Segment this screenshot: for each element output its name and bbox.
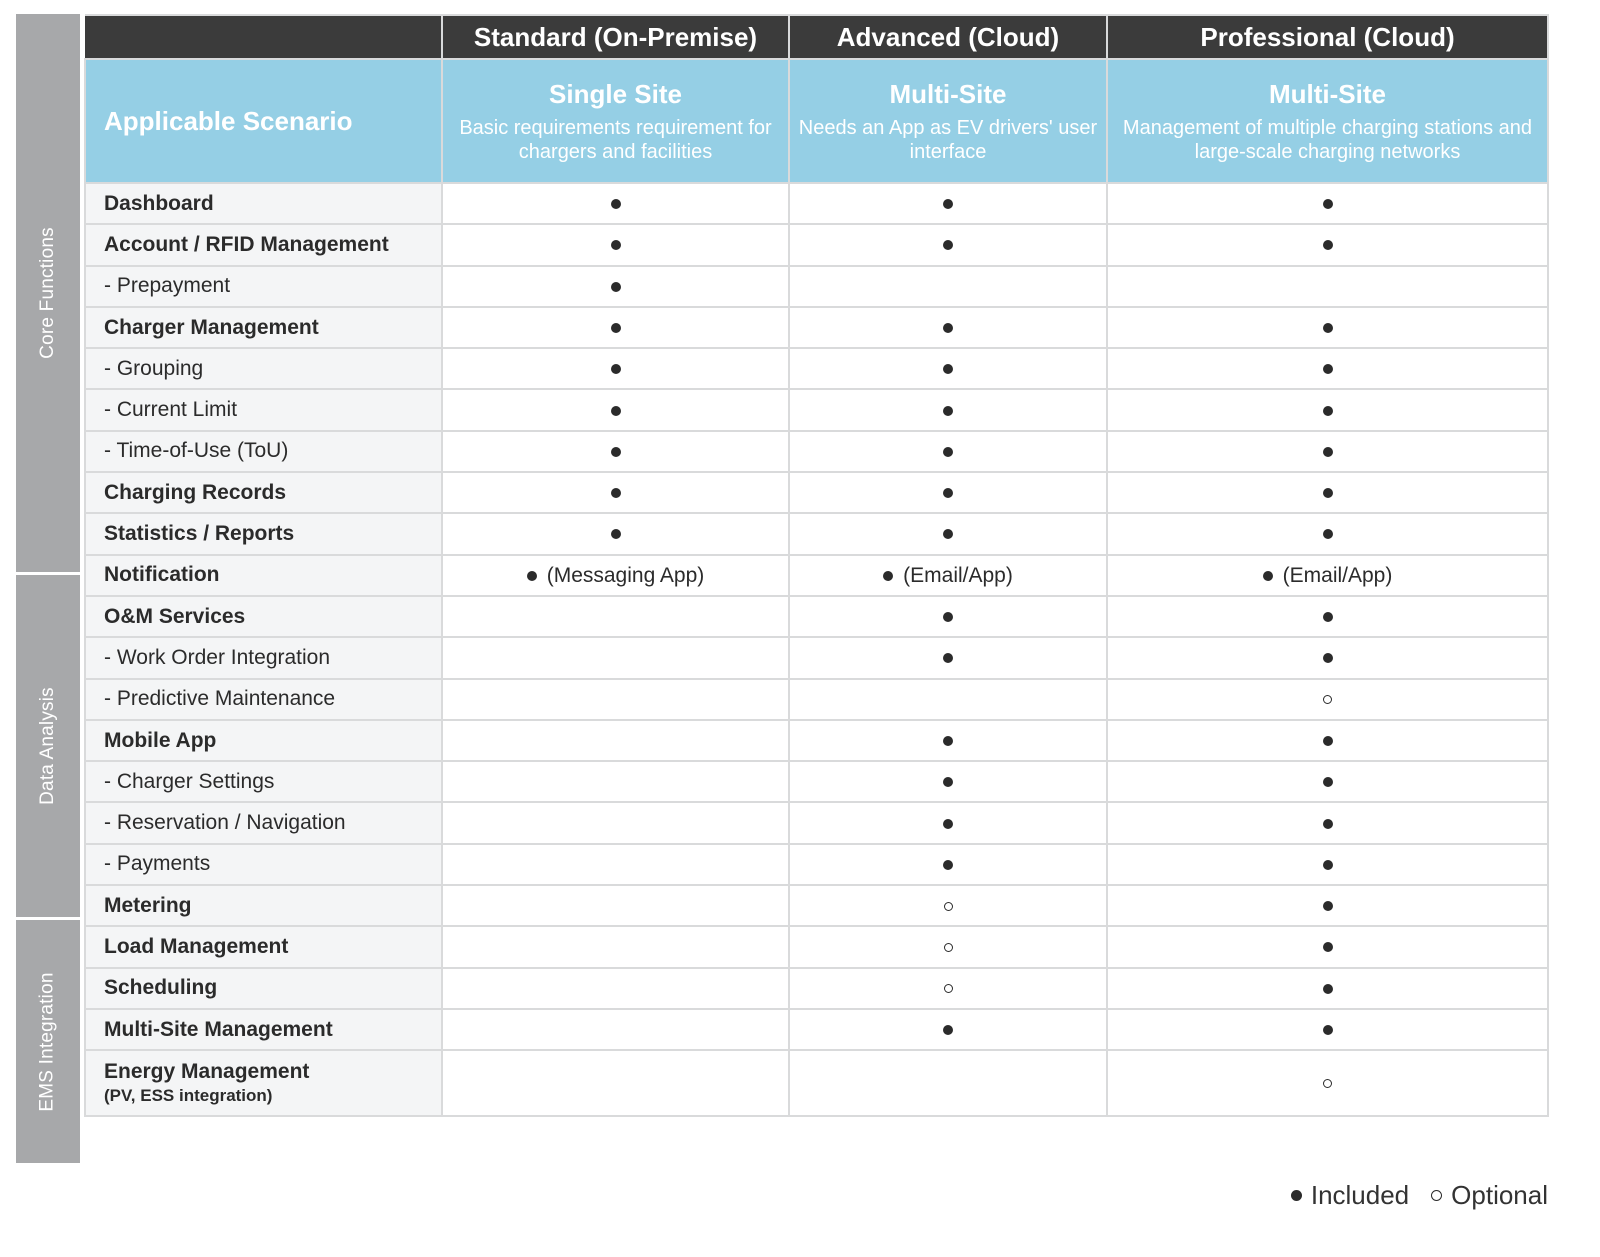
availability-cell bbox=[442, 926, 789, 967]
availability-cell bbox=[789, 389, 1107, 430]
availability-cell bbox=[789, 720, 1107, 761]
availability-cell bbox=[1107, 389, 1548, 430]
availability-cell bbox=[1107, 1050, 1548, 1116]
included-dot-icon bbox=[1323, 488, 1333, 498]
table-row bbox=[85, 968, 1548, 1009]
scenario-description: Management of multiple charging stations and large-scale charging networks bbox=[1122, 116, 1533, 163]
feature-cell bbox=[85, 596, 442, 637]
table-row bbox=[85, 224, 1548, 265]
included-dot-icon bbox=[943, 447, 953, 457]
included-dot-icon bbox=[1323, 984, 1333, 994]
availability-cell bbox=[1107, 679, 1548, 720]
availability-cell bbox=[789, 844, 1107, 885]
feature-cell bbox=[85, 885, 442, 926]
availability-cell bbox=[442, 389, 789, 430]
table-row bbox=[85, 307, 1548, 348]
availability-cell bbox=[789, 761, 1107, 802]
included-dot-icon bbox=[943, 406, 953, 416]
included-dot-icon bbox=[943, 1025, 953, 1035]
availability-cell bbox=[1107, 926, 1548, 967]
feature-cell bbox=[85, 266, 442, 307]
availability-cell bbox=[789, 637, 1107, 678]
feature-label: Dashboard bbox=[104, 191, 214, 215]
included-dot-icon bbox=[1323, 653, 1333, 663]
availability-cell bbox=[442, 472, 789, 513]
included-dot-icon bbox=[943, 364, 953, 374]
availability-cell bbox=[1107, 637, 1548, 678]
cell-note: (Email/App) bbox=[1282, 563, 1393, 587]
included-dot-icon bbox=[1323, 612, 1333, 622]
optional-circle-icon bbox=[1323, 695, 1332, 704]
included-dot-icon bbox=[943, 819, 953, 829]
included-dot-icon bbox=[1323, 240, 1333, 250]
included-dot-icon bbox=[1323, 860, 1333, 870]
feature-label: - Prepayment bbox=[104, 274, 231, 298]
feature-label: - Charger Settings bbox=[104, 769, 275, 793]
table-row bbox=[85, 348, 1548, 389]
availability-cell bbox=[789, 555, 1107, 596]
optional-circle-icon bbox=[944, 902, 953, 911]
included-dot-icon bbox=[943, 777, 953, 787]
availability-cell bbox=[789, 885, 1107, 926]
feature-cell bbox=[85, 926, 442, 967]
availability-cell bbox=[1107, 844, 1548, 885]
group-data-analysis bbox=[16, 575, 80, 917]
feature-label: - Time-of-Use (ToU) bbox=[104, 439, 289, 463]
table-row bbox=[85, 183, 1548, 224]
feature-cell bbox=[85, 968, 442, 1009]
availability-cell bbox=[442, 968, 789, 1009]
included-dot-icon bbox=[611, 364, 621, 374]
scenario-title: Multi-Site bbox=[1269, 78, 1386, 109]
header-blank bbox=[85, 15, 442, 59]
feature-cell bbox=[85, 637, 442, 678]
availability-cell bbox=[1107, 720, 1548, 761]
included-dot-icon bbox=[943, 860, 953, 870]
table-row bbox=[85, 266, 1548, 307]
included-dot-icon bbox=[943, 323, 953, 333]
included-dot-icon bbox=[943, 488, 953, 498]
table-row bbox=[85, 679, 1548, 720]
included-dot-icon bbox=[1323, 819, 1333, 829]
feature-label: Load Management bbox=[104, 934, 289, 958]
availability-cell bbox=[442, 555, 789, 596]
optional-circle-icon bbox=[1323, 1079, 1332, 1088]
availability-cell bbox=[789, 513, 1107, 554]
feature-label: Charging Records bbox=[104, 480, 287, 504]
included-dot-icon bbox=[611, 529, 621, 539]
availability-cell bbox=[1107, 802, 1548, 843]
availability-cell bbox=[789, 1009, 1107, 1050]
feature-label: Energy Management bbox=[104, 1060, 310, 1084]
included-dot-icon bbox=[943, 529, 953, 539]
included-dot-icon bbox=[943, 653, 953, 663]
availability-cell bbox=[1107, 307, 1548, 348]
scenario-description: Needs an App as EV drivers' user interface bbox=[798, 116, 1098, 163]
feature-cell bbox=[85, 307, 442, 348]
plan-header-professional: Professional (Cloud) bbox=[1107, 15, 1548, 59]
scenario-standard bbox=[442, 59, 789, 183]
feature-cell bbox=[85, 224, 442, 265]
availability-cell bbox=[442, 720, 789, 761]
included-dot-icon bbox=[1263, 571, 1273, 581]
feature-label: Multi-Site Management bbox=[104, 1017, 333, 1041]
feature-cell bbox=[85, 472, 442, 513]
included-dot-icon bbox=[1323, 447, 1333, 457]
availability-cell bbox=[789, 307, 1107, 348]
availability-cell bbox=[1107, 555, 1548, 596]
group-label: EMS Integration bbox=[37, 971, 58, 1112]
feature-cell bbox=[85, 389, 442, 430]
group-label: Core Functions bbox=[37, 227, 59, 359]
availability-cell bbox=[1107, 1009, 1548, 1050]
availability-cell bbox=[789, 926, 1107, 967]
feature-cell bbox=[85, 761, 442, 802]
feature-cell bbox=[85, 679, 442, 720]
scenario-label: Applicable Scenario bbox=[85, 59, 442, 183]
group-label: Data Analysis bbox=[37, 687, 58, 805]
feature-cell bbox=[85, 513, 442, 554]
included-dot-icon bbox=[1323, 777, 1333, 787]
included-dot-icon bbox=[1323, 529, 1333, 539]
included-dot-icon bbox=[1323, 736, 1333, 746]
table-row bbox=[85, 720, 1548, 761]
availability-cell bbox=[442, 183, 789, 224]
feature-label: - Grouping bbox=[104, 356, 204, 380]
availability-cell bbox=[1107, 885, 1548, 926]
availability-cell bbox=[1107, 472, 1548, 513]
availability-cell bbox=[442, 513, 789, 554]
availability-cell bbox=[442, 266, 789, 307]
availability-cell bbox=[442, 802, 789, 843]
availability-cell bbox=[789, 348, 1107, 389]
included-dot-icon bbox=[611, 282, 621, 292]
plan-header-advanced: Advanced (Cloud) bbox=[789, 15, 1107, 59]
table-row bbox=[85, 431, 1548, 472]
availability-cell bbox=[789, 224, 1107, 265]
scenario-title: Single Site bbox=[549, 78, 682, 109]
feature-cell bbox=[85, 1009, 442, 1050]
availability-cell bbox=[1107, 968, 1548, 1009]
feature-label: Notification bbox=[104, 563, 220, 587]
included-dot-icon bbox=[1323, 199, 1333, 209]
included-dot-icon bbox=[1323, 901, 1333, 911]
included-dot-icon bbox=[611, 199, 621, 209]
cell-note: (Messaging App) bbox=[546, 563, 705, 587]
availability-cell bbox=[442, 596, 789, 637]
cell-note: (Email/App) bbox=[903, 563, 1013, 587]
availability-cell bbox=[789, 431, 1107, 472]
availability-cell bbox=[789, 679, 1107, 720]
availability-cell bbox=[1107, 761, 1548, 802]
availability-cell bbox=[1107, 224, 1548, 265]
feature-label: Metering bbox=[104, 893, 192, 917]
legend bbox=[1291, 1180, 1548, 1211]
table-row bbox=[85, 637, 1548, 678]
optional-circle-icon bbox=[1431, 1190, 1442, 1201]
availability-cell bbox=[442, 885, 789, 926]
included-dot-icon bbox=[611, 488, 621, 498]
availability-cell bbox=[789, 802, 1107, 843]
optional-circle-icon bbox=[944, 943, 953, 952]
feature-label: Mobile App bbox=[104, 728, 217, 752]
feature-label: - Current Limit bbox=[104, 398, 238, 422]
availability-cell bbox=[789, 183, 1107, 224]
feature-label: - Payments bbox=[104, 852, 211, 876]
included-dot-icon bbox=[527, 571, 537, 581]
comparison-table bbox=[84, 14, 1549, 1117]
table-row bbox=[85, 802, 1548, 843]
feature-label: O&M Services bbox=[104, 604, 246, 628]
feature-cell bbox=[85, 431, 442, 472]
table-row bbox=[85, 472, 1548, 513]
feature-note: (PV, ESS integration) bbox=[104, 1086, 273, 1106]
availability-cell bbox=[789, 472, 1107, 513]
included-dot-icon bbox=[1323, 323, 1333, 333]
plan-header-row bbox=[85, 15, 1548, 59]
legend-included: Included bbox=[1310, 1180, 1410, 1210]
included-dot-icon bbox=[611, 447, 621, 457]
availability-cell bbox=[442, 761, 789, 802]
table-row bbox=[85, 885, 1548, 926]
scenario-advanced bbox=[789, 59, 1107, 183]
availability-cell bbox=[789, 968, 1107, 1009]
included-dot-icon bbox=[611, 406, 621, 416]
feature-label: Charger Management bbox=[104, 315, 319, 339]
feature-cell bbox=[85, 802, 442, 843]
included-dot-icon bbox=[611, 240, 621, 250]
included-dot-icon bbox=[943, 199, 953, 209]
table-row bbox=[85, 761, 1548, 802]
availability-cell bbox=[789, 266, 1107, 307]
availability-cell bbox=[1107, 348, 1548, 389]
included-dot-icon bbox=[943, 240, 953, 250]
availability-cell bbox=[442, 679, 789, 720]
availability-cell bbox=[442, 307, 789, 348]
feature-cell bbox=[85, 720, 442, 761]
group-ems-integration bbox=[16, 920, 80, 1163]
feature-label: - Predictive Maintenance bbox=[104, 687, 336, 711]
included-dot-icon bbox=[611, 323, 621, 333]
availability-cell bbox=[442, 637, 789, 678]
plan-header-standard: Standard (On-Premise) bbox=[442, 15, 789, 59]
availability-cell bbox=[442, 431, 789, 472]
feature-label: Scheduling bbox=[104, 976, 218, 1000]
feature-cell bbox=[85, 844, 442, 885]
availability-cell bbox=[1107, 266, 1548, 307]
included-dot-icon bbox=[1323, 942, 1333, 952]
table-row bbox=[85, 389, 1548, 430]
feature-cell bbox=[85, 555, 442, 596]
availability-cell bbox=[1107, 513, 1548, 554]
availability-cell bbox=[442, 348, 789, 389]
optional-circle-icon bbox=[944, 984, 953, 993]
included-dot-icon bbox=[1291, 1190, 1302, 1201]
availability-cell bbox=[442, 1050, 789, 1116]
included-dot-icon bbox=[1323, 1025, 1333, 1035]
feature-label: Account / RFID Management bbox=[104, 232, 389, 256]
feature-cell bbox=[85, 348, 442, 389]
table-row bbox=[85, 926, 1548, 967]
included-dot-icon bbox=[1323, 406, 1333, 416]
included-dot-icon bbox=[1323, 364, 1333, 374]
feature-label: - Reservation / Navigation bbox=[104, 811, 346, 835]
included-dot-icon bbox=[943, 736, 953, 746]
availability-cell bbox=[789, 1050, 1107, 1116]
table-row bbox=[85, 1009, 1548, 1050]
availability-cell bbox=[1107, 431, 1548, 472]
table-row bbox=[85, 1050, 1548, 1116]
availability-cell bbox=[442, 844, 789, 885]
legend-optional: Optional bbox=[1451, 1180, 1548, 1210]
scenario-description: Basic requirements requirement for chargers and facilities bbox=[459, 116, 772, 163]
included-dot-icon bbox=[883, 571, 893, 581]
table-row bbox=[85, 844, 1548, 885]
availability-cell bbox=[1107, 183, 1548, 224]
availability-cell bbox=[442, 1009, 789, 1050]
feature-cell bbox=[85, 1050, 442, 1116]
feature-label: - Work Order Integration bbox=[104, 645, 331, 669]
scenario-title: Multi-Site bbox=[889, 78, 1007, 109]
availability-cell bbox=[789, 596, 1107, 637]
feature-label: Statistics / Reports bbox=[104, 522, 295, 546]
table-row bbox=[85, 596, 1548, 637]
feature-rows bbox=[85, 183, 1548, 1116]
availability-cell bbox=[1107, 596, 1548, 637]
group-core-functions bbox=[16, 14, 80, 572]
feature-cell bbox=[85, 183, 442, 224]
availability-cell bbox=[442, 224, 789, 265]
included-dot-icon bbox=[943, 612, 953, 622]
scenario-row bbox=[85, 59, 1548, 183]
scenario-professional bbox=[1107, 59, 1548, 183]
table-row bbox=[85, 513, 1548, 554]
table-row bbox=[85, 555, 1548, 596]
